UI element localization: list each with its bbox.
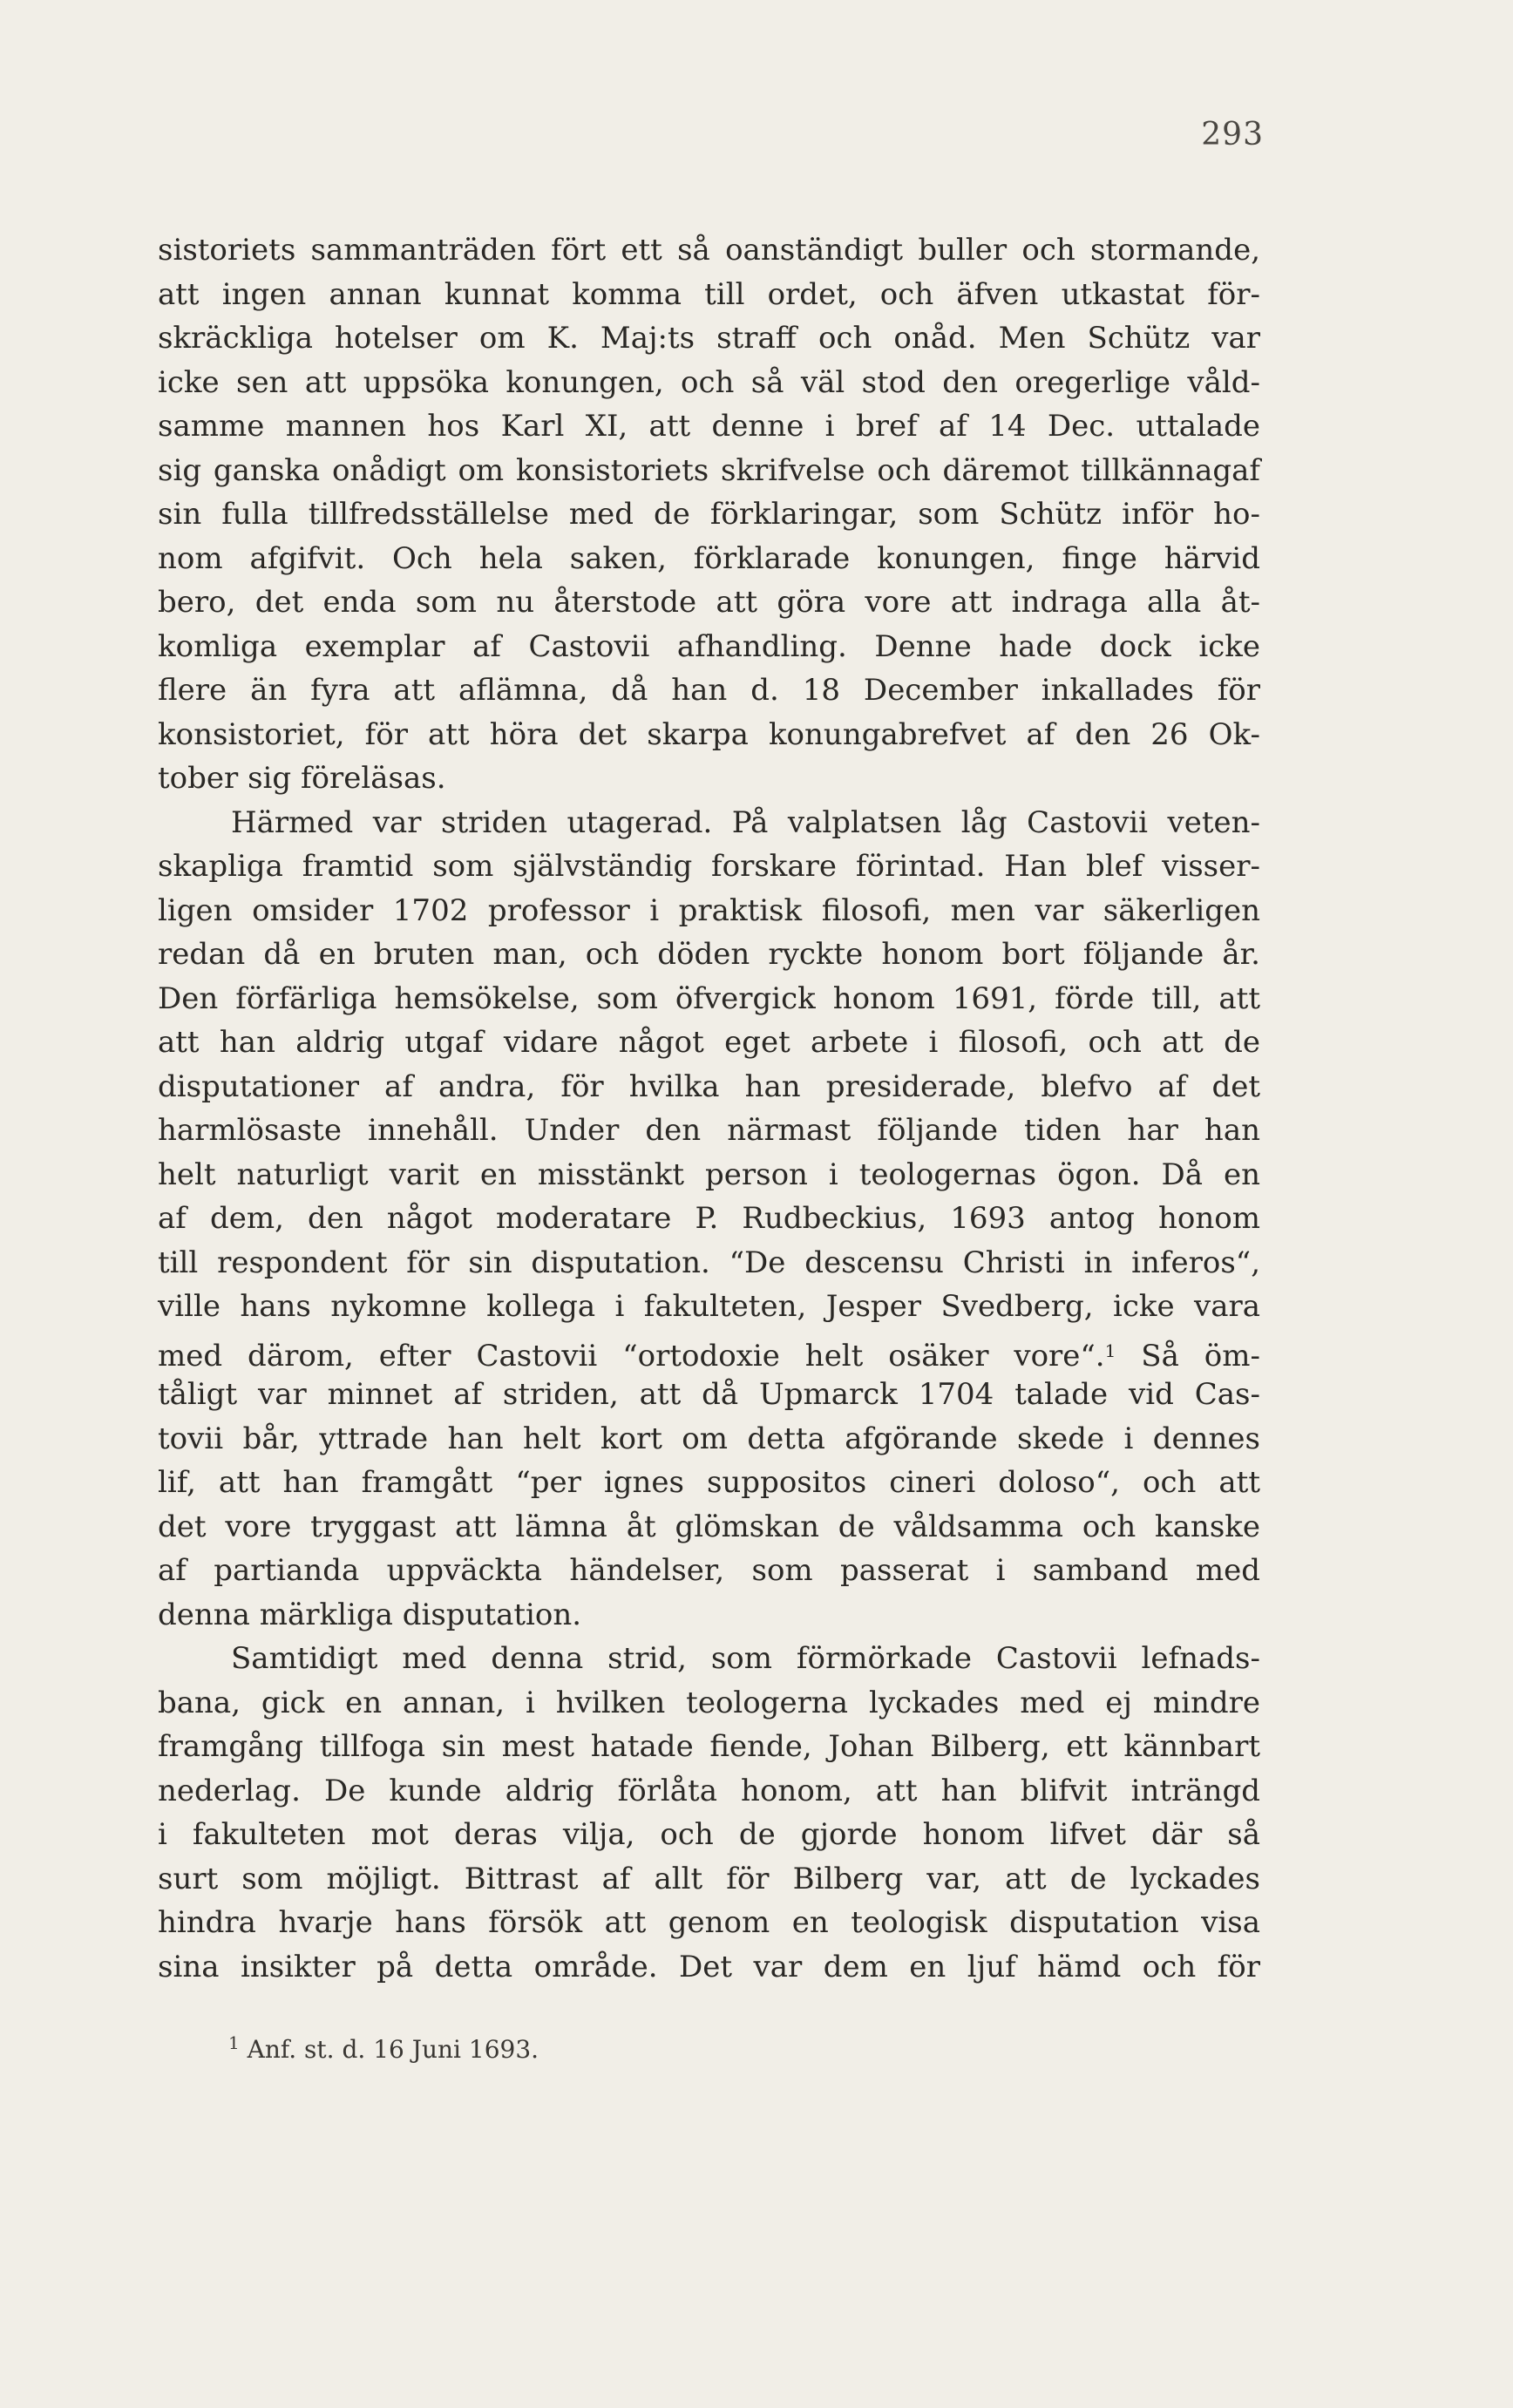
text-line: af partianda uppväckta händelser, som passerat i samband med	[158, 1553, 1260, 1588]
footnote-text: Anf. st. d. 16 Juni 1693.	[239, 2035, 539, 2064]
text-line: bero, det enda som nu återstode att göra vore att indraga alla åt-	[158, 585, 1260, 620]
text-line: helt naturligt varit en misstänkt person i teologernas ögon. Då en	[158, 1157, 1260, 1192]
text-line: bana, gick en annan, i hvilken teologerna lyckades med ej mindre	[158, 1685, 1260, 1720]
page-number: 293	[1201, 117, 1264, 153]
text-line: hindra hvarje hans försök att genom en teologisk disputation visa	[158, 1905, 1260, 1940]
text-line: ville hans nykomne kollega i fakulteten, Jesper Svedberg, icke vara	[158, 1289, 1260, 1324]
text-line: samme mannen hos Karl XI, att denne i bref af 14 Dec. uttalade	[158, 409, 1260, 444]
text-line: Den förfärliga hemsökelse, som öfvergick honom 1691, förde till, att	[158, 980, 1260, 1016]
text-line-part: med därom, efter Castovii “ortodoxie helt osäker vore“.	[158, 1338, 1105, 1374]
text-line: harmlösaste innehåll. Under den närmast följande tiden har han	[158, 1113, 1260, 1148]
text-line-part: Så öm-	[1116, 1338, 1260, 1374]
text-line: flere än fyra att aflämna, då han d. 18 December inkallades för	[158, 673, 1260, 708]
footnote	[228, 2032, 539, 2064]
text-line: sina insikter på detta område. Det var dem en ljuf hämd och för	[158, 1949, 1260, 1984]
text-line: denna märkliga disputation.	[158, 1597, 582, 1632]
text-line: nom afgifvit. Och hela saken, förklarade konungen, finge härvid	[158, 540, 1260, 576]
text-line	[158, 1329, 1260, 1374]
text-line: det vore tryggast att lämna åt glömskan de våldsamma och kanske	[158, 1509, 1260, 1544]
body-text	[158, 228, 1260, 1989]
text-line: skräckliga hotelser om K. Maj:ts straff och onåd. Men Schütz var	[158, 321, 1260, 356]
text-line: tovii bår, yttrade han helt kort om detta afgörande skede i dennes	[158, 1421, 1260, 1456]
text-line: af dem, den något moderatare P. Rudbeckius, 1693 antog honom	[158, 1201, 1260, 1236]
text-line: tober sig föreläsas.	[158, 761, 446, 796]
text-line: Samtidigt med denna strid, som förmörkade Castovii lefnads-	[231, 1641, 1260, 1676]
text-line: surt som möjligt. Bittrast af allt för Bilberg var, att de lyckades	[158, 1861, 1260, 1896]
footnote-reference: 1	[1104, 1340, 1116, 1361]
text-line: lif, att han framgått “per ignes suppositos cineri doloso“, och att	[158, 1465, 1260, 1500]
text-line: disputationer af andra, för hvilka han presiderade, blefvo af det	[158, 1068, 1260, 1104]
footnote-marker: 1	[228, 2032, 240, 2053]
text-line: tåligt var minnet af striden, att då Upmarck 1704 talade vid Cas-	[158, 1377, 1260, 1412]
text-line: skapliga framtid som självständig forskare förintad. Han blef visser-	[158, 849, 1260, 884]
text-line: sistoriets sammanträden fört ett så oanständigt buller och stormande,	[158, 233, 1260, 268]
text-line: konsistoriet, för att höra det skarpa konungabrefvet af den 26 Ok-	[158, 716, 1260, 752]
text-line: sin fulla tillfredsställelse med de förklaringar, som Schütz inför ho-	[158, 497, 1260, 532]
text-line: komliga exemplar af Castovii afhandling. Denne hade dock icke	[158, 628, 1260, 664]
text-line: i fakulteten mot deras vilja, och de gjorde honom lifvet där så	[158, 1817, 1260, 1852]
text-line: framgång tillfoga sin mest hatade fiende, Johan Bilberg, ett kännbart	[158, 1729, 1260, 1764]
text-line: ligen omsider 1702 professor i praktisk filosofi, men var säkerligen	[158, 892, 1260, 928]
text-line: Härmed var striden utagerad. På valplatsen låg Castovii veten-	[231, 804, 1260, 840]
text-line: att ingen annan kunnat komma till ordet, och äfven utkastat för-	[158, 276, 1260, 312]
text-line: att han aldrig utgaf vidare något eget arbete i filosofi, och att de	[158, 1025, 1260, 1060]
text-line: icke sen att uppsöka konungen, och så väl stod den oregerlige våld-	[158, 364, 1260, 400]
text-line: nederlag. De kunde aldrig förlåta honom, att han blifvit inträngd	[158, 1773, 1260, 1808]
text-line: sig ganska onådigt om konsistoriets skrifvelse och däremot tillkännagaf	[158, 452, 1260, 488]
text-line: till respondent för sin disputation. “De descensu Christi in inferos“,	[158, 1245, 1260, 1280]
text-line: redan då en bruten man, och döden ryckte honom bort följande år.	[158, 937, 1260, 972]
